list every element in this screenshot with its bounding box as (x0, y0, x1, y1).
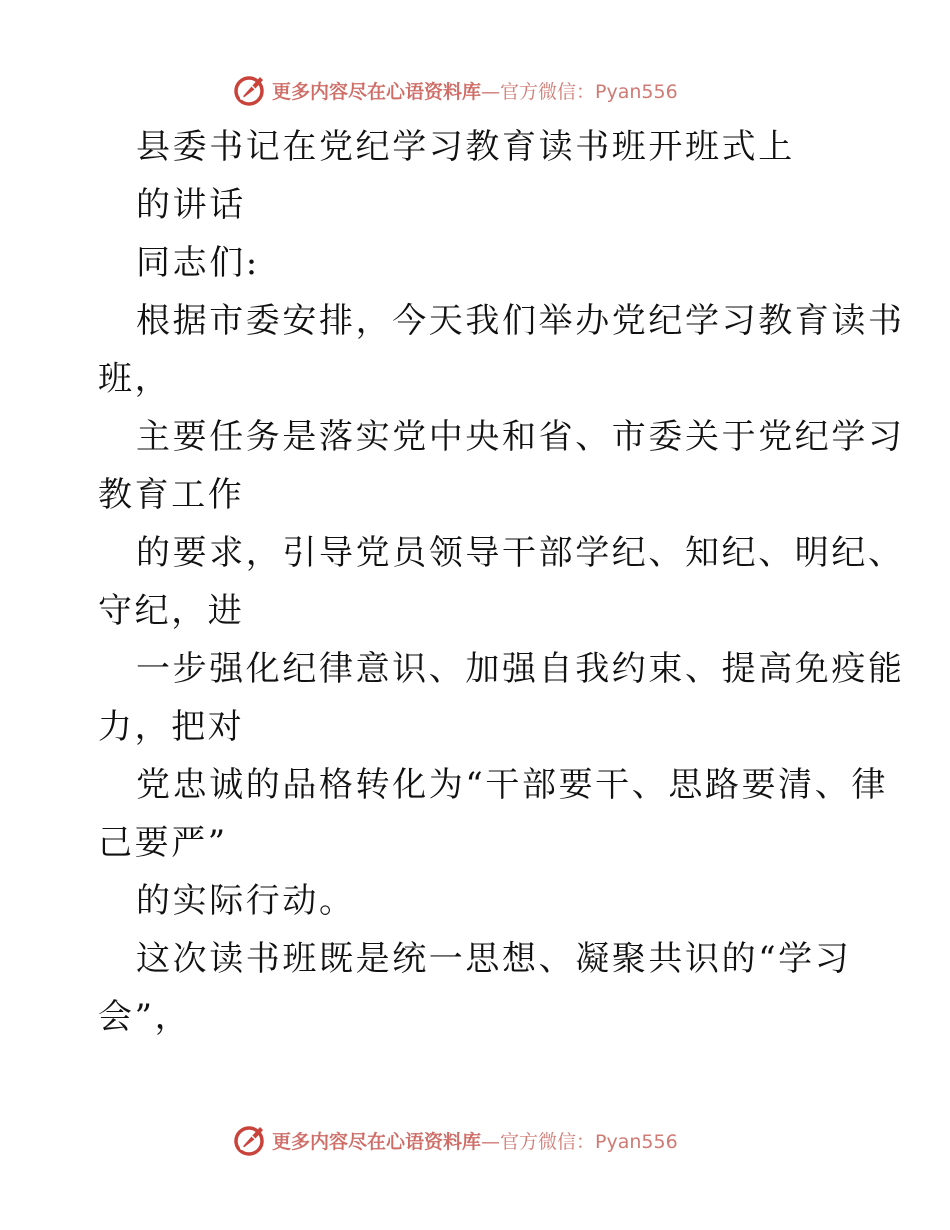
doc-salutation: 同志们: (136, 243, 260, 283)
doc-line-11: 力，把对 (98, 707, 245, 747)
doc-line-5: 班， (98, 359, 172, 399)
doc-line-10: 一步强化纪律意识、加强自我约束、提高免疫能 (136, 649, 905, 689)
watermark-brand: 更多内容尽在心语资料库 (272, 80, 482, 103)
watermark-text (272, 1127, 678, 1154)
doc-line-4: 根据市委安排，今天我们举办党纪学习教育读书 (136, 301, 905, 341)
doc-line-12: 党忠诚的品格转化为“干部要干、思路要清、律 (136, 765, 888, 805)
watermark-suffix: —官方微信：Pyan556 (481, 1130, 678, 1153)
doc-line-6: 主要任务是落实党中央和省、市委关于党纪学习 (136, 417, 905, 457)
doc-line-7: 教育工作 (98, 475, 245, 515)
watermark-text (272, 77, 678, 104)
quill-pen-circle-icon (232, 1122, 268, 1158)
header-watermark (232, 70, 678, 110)
doc-line-16: 会”， (98, 997, 192, 1037)
footer-watermark (232, 1120, 678, 1160)
doc-line-13: 己要严” (98, 823, 228, 863)
watermark-brand: 更多内容尽在心语资料库 (272, 1130, 482, 1153)
quill-pen-circle-icon (232, 72, 268, 108)
doc-title-line-2: 的讲话 (136, 185, 246, 225)
doc-title-line-1: 县委书记在党纪学习教育读书班开班式上 (136, 127, 795, 167)
doc-line-9: 守纪，进 (98, 591, 245, 631)
doc-line-14: 的实际行动。 (136, 881, 356, 921)
doc-line-15: 这次读书班既是统一思想、凝聚共识的“学习 (136, 939, 852, 979)
watermark-suffix: —官方微信：Pyan556 (481, 80, 678, 103)
doc-line-8: 的要求，引导党员领导干部学纪、知纪、明纪、 (136, 533, 905, 573)
